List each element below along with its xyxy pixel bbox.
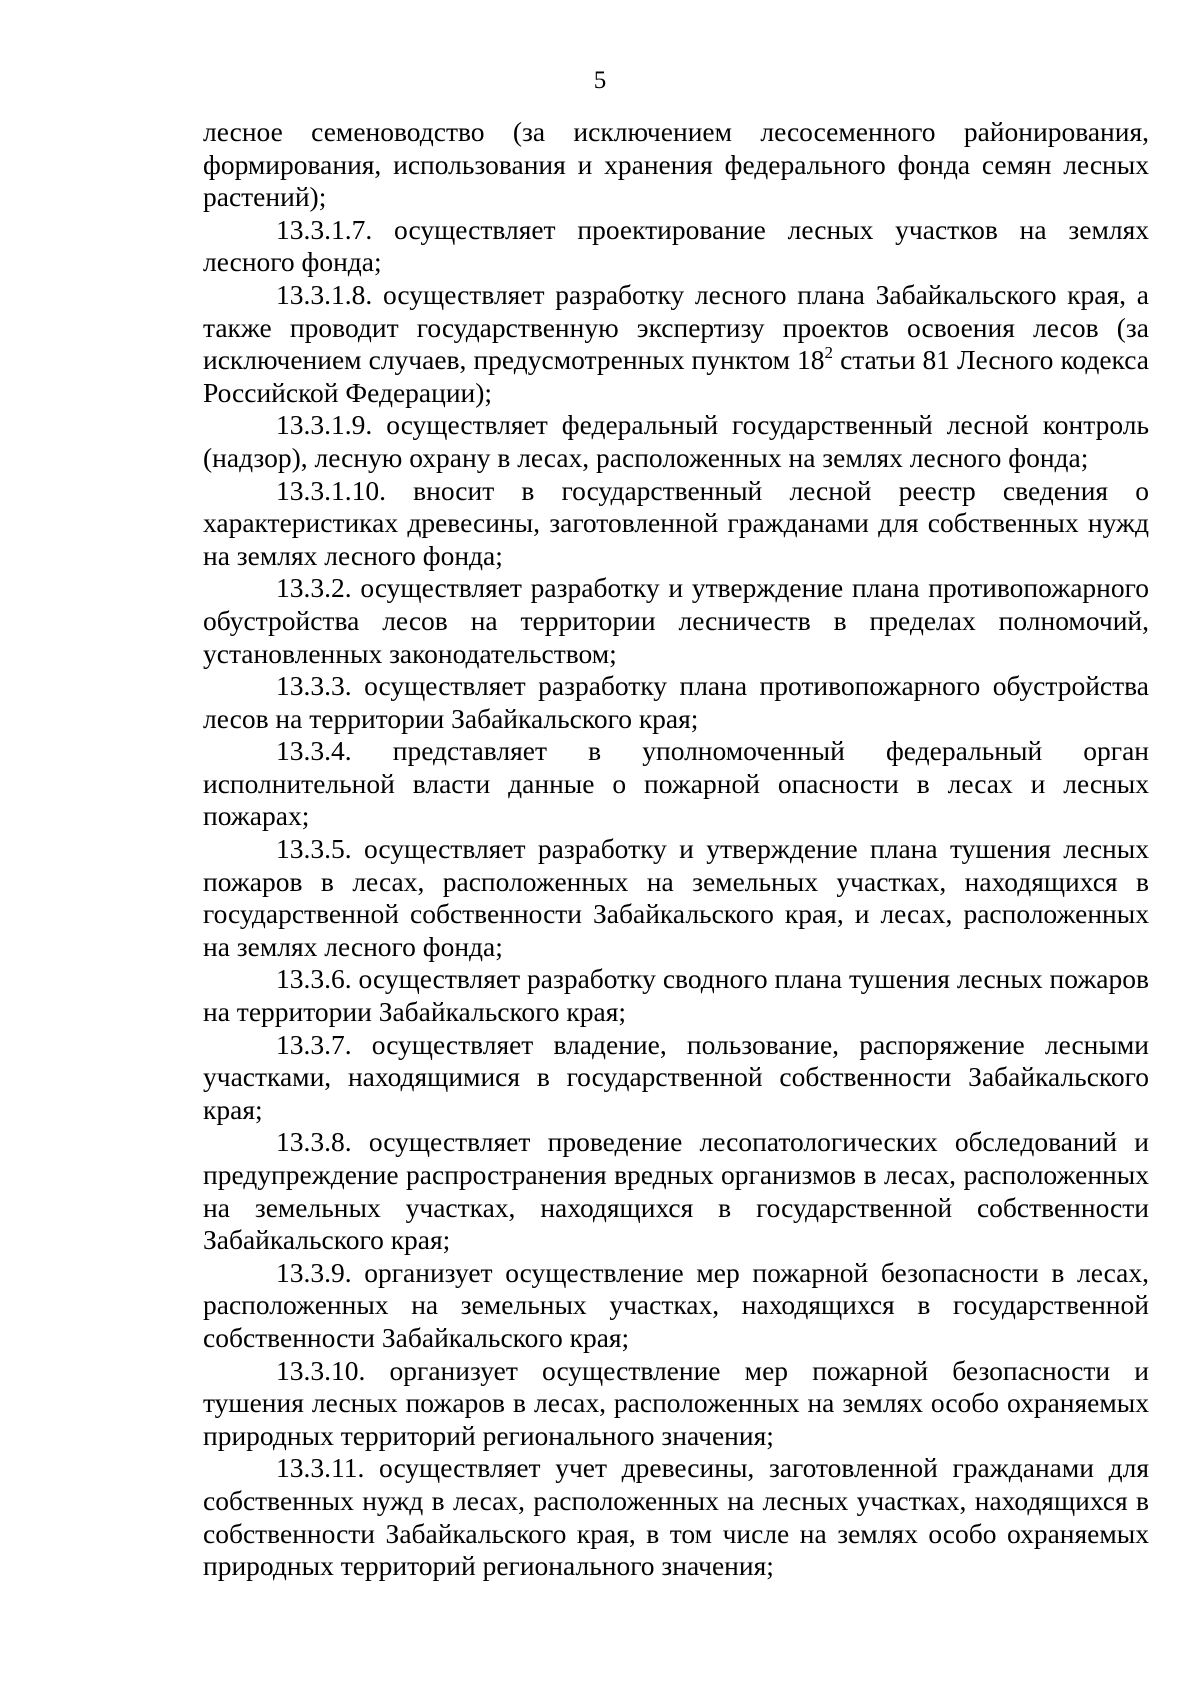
paragraph — [203, 279, 1149, 409]
paragraph-text: статьи 81 Лесного кодекса Российской Федерации); — [203, 344, 1149, 408]
paragraph: 13.3.7. осуществляет владение, пользование, распоряжение лесными участками, находящимися в государственной собственности Забайкальского края; — [203, 1028, 1149, 1125]
paragraph: 13.3.1.9. осуществляет федеральный государственный лесной контроль (надзор), лесную охрану в лесах, расположенных на землях лесного фонда; — [203, 409, 1149, 473]
paragraph: 13.3.6. осуществляет разработку сводного плана тушения лесных пожаров на территории Забайкальского края; — [203, 963, 1149, 1028]
paragraph: 13.3.11. осуществляет учет древесины, заготовленной гражданами для собственных нужд в лесах, расположенных на лесных участках, находящихся в собственности Забайкальского края, в том числе на землях особо охраняемых природных территорий регионального значения; — [203, 1452, 1149, 1582]
paragraph: 13.3.10. организует осуществление мер пожарной безопасности и тушения лесных пожаров в лесах, расположенных на землях особо охраняемых природных территорий регионального значения; — [203, 1354, 1149, 1451]
paragraph-text: 13.3.1.8. осуществляет разработку лесного плана Забайкальского края, а также проводит государственную экспертизу проектов освоения лесов (за исключением случаев, предусмотренных пунктом 18 — [203, 278, 1149, 376]
paragraph: 13.3.5. осуществляет разработку и утверждение плана тушения лесных пожаров в лесах, расположенных на земельных участках, находящихся в государственной собственности Забайкальского края, и лесах, расположенных на землях лесного фонда; — [203, 833, 1149, 962]
paragraph: 13.3.4. представляет в уполномоченный федеральный орган исполнительной власти данные о пожарной опасности в лесах и лесных пожарах; — [203, 735, 1149, 832]
paragraph: 13.3.1.7. осуществляет проектирование лесных участков на землях лесного фонда; — [203, 213, 1149, 278]
page-number: 5 — [593, 67, 607, 94]
paragraph: 13.3.1.10. вносит в государственный лесной реестр сведения о характеристиках древесины, заготовленной гражданами для собственных нужд на землях лесного фонда; — [203, 474, 1149, 571]
superscript: 2 — [824, 343, 834, 363]
document-body — [203, 116, 1149, 1583]
paragraph: лесное семеноводство (за исключением лесосеменного районирования, формирования, использования и хранения федерального фонда семян лесных растений); — [203, 116, 1149, 213]
paragraph: 13.3.8. осуществляет проведение лесопатологических обследований и предупреждение распространения вредных организмов в лесах, расположенных на земельных участках, находящихся в государственной собственности Забайкальского края; — [203, 1126, 1149, 1256]
paragraph: 13.3.9. организует осуществление мер пожарной безопасности в лесах, расположенных на земельных участках, находящихся в государственной собственности Забайкальского края; — [203, 1256, 1149, 1353]
paragraph: 13.3.3. осуществляет разработку плана противопожарного обустройства лесов на территории Забайкальского края; — [203, 670, 1149, 734]
paragraph: 13.3.2. осуществляет разработку и утверждение плана противопожарного обустройства лесов на территории лесничеств в пределах полномочий, установленных законодательством; — [203, 572, 1149, 669]
